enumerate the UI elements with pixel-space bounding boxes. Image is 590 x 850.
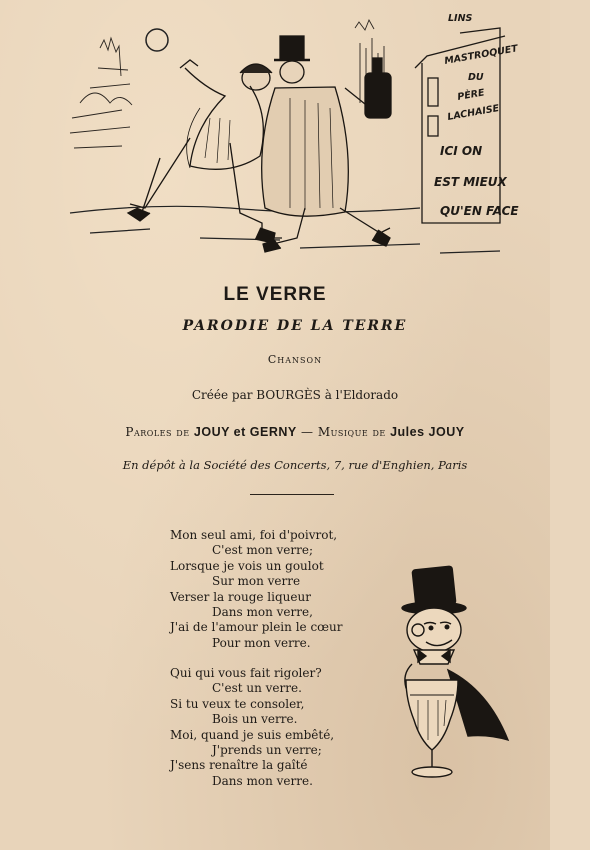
publisher-line: En dépôt à la Société des Concerts, 7, rue d'Enghien, Paris — [122, 458, 468, 472]
verse-line: Verser la rouge liqueur — [170, 589, 311, 604]
verse-line: J'ai de l'amour plein le cœur — [170, 620, 343, 635]
created-by-line: Créée par BOURGÈS à l'Eldorado — [191, 388, 399, 402]
stanza — [170, 528, 343, 651]
sign-line: ICI ON — [440, 144, 483, 158]
verse-line: Dans mon verre, — [212, 605, 313, 620]
stanza — [170, 666, 334, 789]
sign-line: PÈRE — [456, 87, 486, 103]
song-genre: Chanson — [267, 353, 323, 366]
sign-line: DU — [468, 72, 484, 83]
music-prefix: Musique de — [317, 425, 386, 439]
verse-line: C'est un verre. — [212, 681, 302, 696]
verse-line: Moi, quand je suis embêté, — [170, 727, 335, 742]
verse-line: Dans mon verre. — [212, 773, 313, 788]
song-title: LE VERRE — [223, 284, 327, 305]
sign-line: LINS — [448, 13, 473, 24]
verse-line: Mon seul ami, foi d'poivrot, — [170, 528, 338, 542]
sign-line: LACHAISE — [446, 103, 500, 123]
sign-line: MASTROQUET — [443, 43, 519, 67]
verse-line: Lorsque je vois un goulot — [170, 558, 324, 573]
verse-line: Qui qui vous fait rigoler? — [170, 666, 322, 680]
credits-line — [0, 425, 590, 439]
man-in-glass-illustration — [388, 560, 520, 785]
verse-line: J'prends un verre; — [212, 743, 322, 758]
verse-line: Bois un verre. — [212, 712, 298, 727]
divider-rule — [250, 494, 334, 495]
verse-line: C'est mon verre; — [212, 543, 314, 558]
sign-line: EST MIEUX — [434, 175, 507, 189]
verse-line: Pour mon verre. — [212, 635, 311, 650]
drunkard-left-figure — [128, 60, 282, 243]
verse-line: Sur mon verre — [212, 574, 301, 589]
lyrics-prefix: Paroles de — [125, 425, 190, 439]
song-subtitle: PARODIE DE LA TERRE — [182, 318, 408, 334]
drunkards-illustration — [60, 8, 519, 263]
verse-line: Si tu veux te consoler, — [170, 696, 305, 711]
credits-separator: — — [301, 425, 314, 439]
lyrics-authors: JOUY et GERNY — [193, 425, 297, 439]
music-author: Jules JOUY — [390, 425, 465, 439]
verse-line: J'sens renaître la gaîté — [170, 758, 308, 773]
moon-icon — [146, 29, 168, 51]
sign-line: QU'EN FACE — [440, 204, 519, 218]
